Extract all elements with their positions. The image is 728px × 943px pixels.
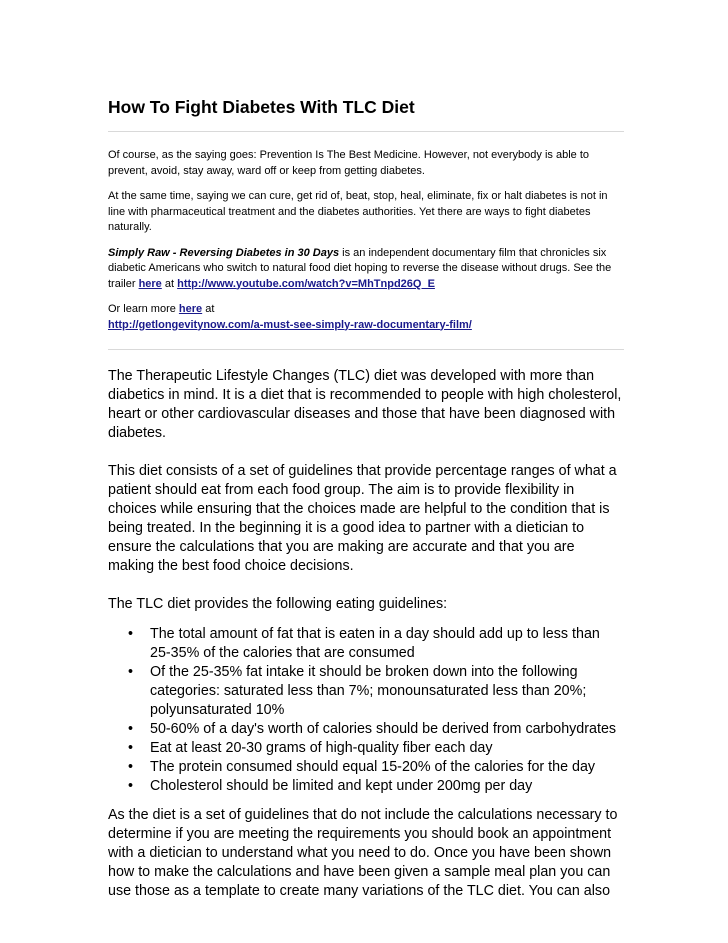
youtube-link[interactable]: http://www.youtube.com/watch?v=MhTnpd26Q_E	[177, 277, 435, 290]
intro-paragraph-3	[108, 246, 624, 293]
trailer-here-link[interactable]: here	[138, 277, 162, 290]
bullet-icon: •	[128, 778, 134, 794]
list-item: • The protein consumed should equal 15-20% of the calories for the day	[128, 759, 596, 775]
film-description: is an independent documentary film that chronicles six diabetic Americans who switch to natural food diet hoping to reverse the disease without drugs. See the trailer	[108, 246, 612, 290]
intro-paragraph-4	[108, 302, 624, 333]
bullet-icon: •	[128, 740, 134, 756]
guidelines-list	[108, 625, 624, 796]
document-content	[108, 96, 624, 901]
body-paragraph-4: As the diet is a set of guidelines that do not include the calculations necessary to determine if you are meeting the requirements you should book an appointment with a dietician to understand what you need to do. Once you have been shown how to make the calculations and have been given a sample meal plan you can use those as a template to create many variations of the TLC diet. You can also	[108, 807, 618, 899]
title-divider	[108, 131, 624, 132]
page-title: How To Fight Diabetes With TLC Diet	[108, 97, 415, 117]
learn-more-at-text: at	[202, 303, 215, 315]
learn-more-text: Or learn more	[108, 303, 179, 315]
bullet-icon: •	[128, 721, 134, 737]
bullet-icon: •	[128, 626, 134, 642]
intro-paragraph-2: At the same time, saying we can cure, get rid of, beat, stop, heal, eliminate, fix or halt diabetes is not in line with pharmaceutical treatment and the diabetes authorities. Yet there are ways to fight diabetes naturally.	[108, 190, 608, 233]
list-item: • Eat at least 20-30 grams of high-quality fiber each day	[128, 740, 493, 756]
learn-more-here-link[interactable]: here	[178, 303, 203, 315]
body-paragraph-1: The Therapeutic Lifestyle Changes (TLC) diet was developed with more than diabetics in mind. It is a diet that is recommended to people with high cholesterol, heart or other cardiovascular diseases and those that have been diagnosed with diabetes.	[108, 368, 622, 441]
body-paragraph-3: The TLC diet provides the following eating guidelines:	[108, 596, 448, 612]
intro-paragraph-1: Of course, as the saying goes: Prevention Is The Best Medicine. However, not everybody is able to prevent, avoid, stay away, ward off or keep from getting diabetes.	[108, 149, 589, 177]
longevity-link[interactable]: http://getlongevitynow.com/a-must-see-simply-raw-documentary-film/	[108, 318, 472, 331]
bullet-icon: •	[128, 664, 134, 680]
body-paragraph-2: This diet consists of a set of guidelines that provide percentage ranges of what a patient should eat from each food group. The aim is to provide flexibility in choices while ensuring that the choices made are helpful to the condition that is being treated. In the beginning it is a good idea to partner with a dietician to ensure the calculations that you are making are accurate and that you are making the best food choice decisions.	[108, 463, 617, 574]
film-title: Simply Raw - Reversing Diabetes in 30 Days	[108, 246, 340, 259]
list-item: • 50-60% of a day's worth of calories should be derived from carbohydrates	[128, 721, 617, 737]
list-item: • Of the 25-35% fat intake it should be broken down into the following categories: saturated less than 7%; monounsaturated less than 20%; polyunsaturated 10%	[128, 664, 587, 718]
bullet-icon: •	[128, 759, 134, 775]
trailer-at-text: at	[161, 277, 178, 290]
list-item: • Cholesterol should be limited and kept under 200mg per day	[128, 778, 533, 794]
section-divider	[108, 349, 624, 350]
list-item: • The total amount of fat that is eaten in a day should add up to less than 25-35% of the calories that are consumed	[128, 626, 600, 661]
